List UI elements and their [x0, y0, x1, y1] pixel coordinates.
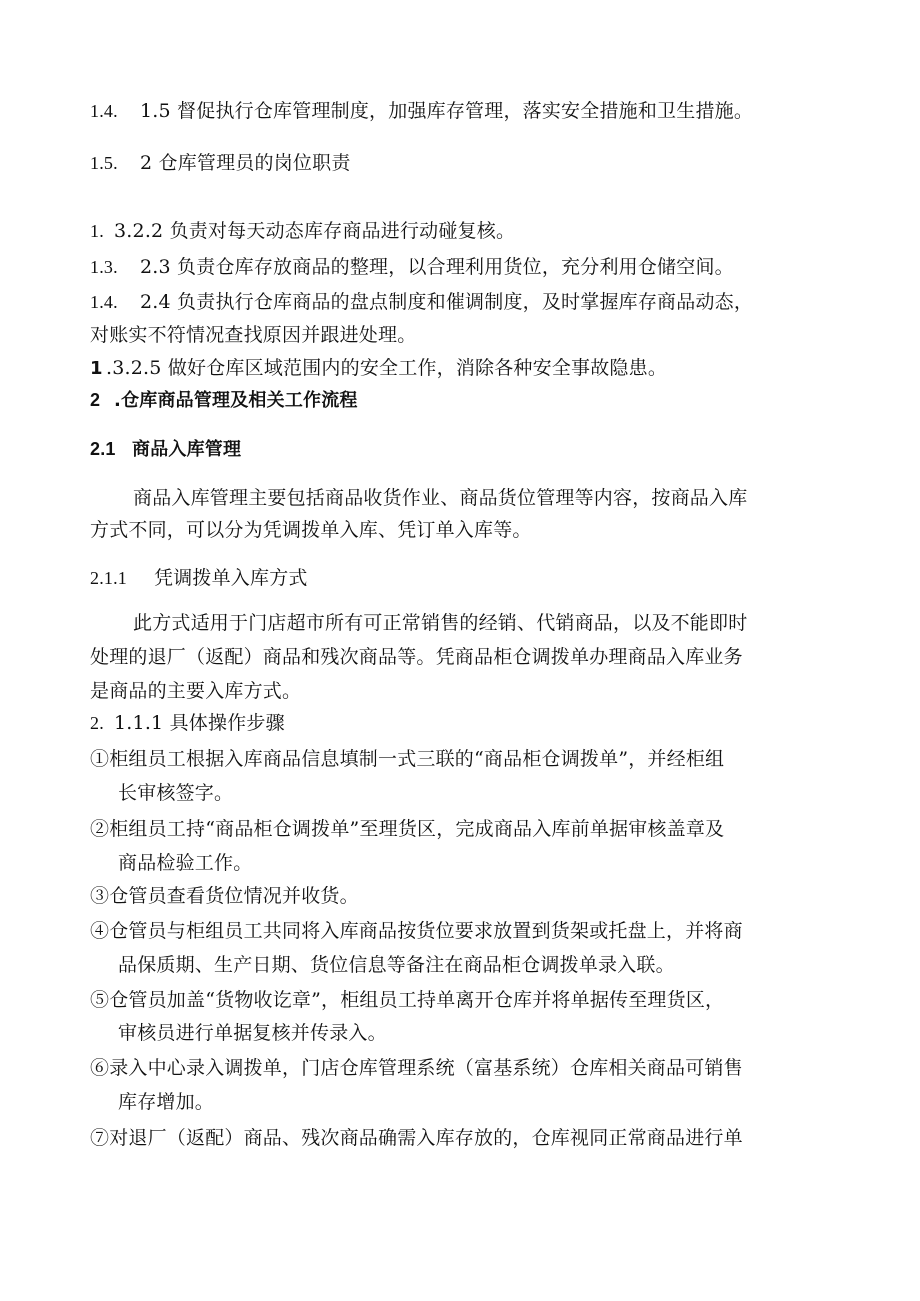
heading-number: 2	[90, 390, 101, 410]
list-text: 2 仓库管理员的岗位职责	[140, 152, 351, 174]
subsection-heading	[90, 437, 241, 462]
paragraph-line: 是商品的主要入库方式。	[90, 680, 302, 702]
heading-number: 2.1.1	[90, 568, 127, 588]
heading-text: 商品入库管理	[132, 439, 242, 460]
list-number: 1.5.	[90, 153, 118, 173]
list-text: 1.5 督促执行仓库管理制度，加强库存管理，落实安全措施和卫生措施。	[140, 100, 754, 122]
list-text-continuation: 对账实不符情况查找原因并跟进处理。	[90, 324, 417, 346]
list-text: 2.3 负责仓库存放商品的整理，以合理利用货位，充分利用仓储空间。	[140, 256, 734, 278]
subsection-heading	[90, 711, 285, 735]
subsection-heading	[90, 566, 308, 590]
list-number: 1	[90, 358, 103, 379]
heading-text: .仓库商品管理及相关工作流程	[114, 390, 358, 411]
list-number: 1.4.	[90, 101, 118, 121]
step-line: ⑤仓管员加盖“货物收讫章”，柜组员工持单离开仓库并将单据传至理货区，	[90, 989, 725, 1011]
list-text: 3.2.2 负责对每天动态库存商品进行动碰复核。	[114, 220, 516, 242]
list-item	[90, 219, 515, 243]
list-text: .3.2.5 做好仓库区域范围内的安全工作，消除各种安全事故隐患。	[106, 357, 668, 379]
list-number: 1.4.	[90, 292, 118, 312]
step-line: 审核员进行单据复核并传录入。	[118, 1022, 387, 1044]
step-line: 库存增加。	[118, 1091, 215, 1113]
step-line: 商品检验工作。	[118, 852, 253, 874]
paragraph-line: 处理的退厂（返配）商品和残次商品等。凭商品柜仓调拨单办理商品入库业务	[90, 646, 743, 668]
paragraph-line: 商品入库管理主要包括商品收货作业、商品货位管理等内容，按商品入库	[133, 487, 748, 509]
paragraph-line: 方式不同，可以分为凭调拨单入库、凭订单入库等。	[90, 519, 532, 541]
list-item	[90, 151, 351, 175]
step-line: 品保质期、生产日期、货位信息等备注在商品柜仓调拨单录入联。	[118, 954, 675, 976]
list-number: 1.3.	[90, 257, 118, 277]
step-line: ④仓管员与柜组员工共同将入库商品按货位要求放置到货架或托盘上，并将商	[90, 920, 743, 942]
list-item	[90, 99, 753, 123]
heading-text: 1.1.1 具体操作步骤	[114, 712, 285, 734]
step-line: ①柜组员工根据入库商品信息填制一式三联的“商品柜仓调拨单”，并经柜组	[90, 748, 725, 770]
list-number: 1.	[90, 221, 104, 241]
list-item	[90, 255, 734, 279]
heading-number: 2.1	[90, 439, 116, 459]
step-line: 长审核签字。	[118, 782, 234, 804]
heading-number: 2.	[90, 713, 104, 733]
section-heading	[90, 388, 358, 413]
paragraph-line: 此方式适用于门店超市所有可正常销售的经销、代销商品，以及不能即时	[133, 612, 748, 634]
list-text: 2.4 负责执行仓库商品的盘点制度和催调制度，及时掌握库存商品动态，	[140, 291, 754, 313]
step-line: ⑦对退厂（返配）商品、残次商品确需入库存放的，仓库视同正常商品进行单	[90, 1127, 743, 1149]
heading-text: 凭调拨单入库方式	[154, 567, 308, 589]
step-line: ②柜组员工持“商品柜仓调拨单”至理货区，完成商品入库前单据审核盖章及	[90, 818, 725, 840]
list-item	[90, 356, 667, 381]
step-line: ⑥录入中心录入调拨单，门店仓库管理系统（富基系统）仓库相关商品可销售	[90, 1057, 743, 1079]
step-line: ③仓管员查看货位情况并收货。	[90, 885, 359, 907]
list-item	[90, 290, 753, 314]
